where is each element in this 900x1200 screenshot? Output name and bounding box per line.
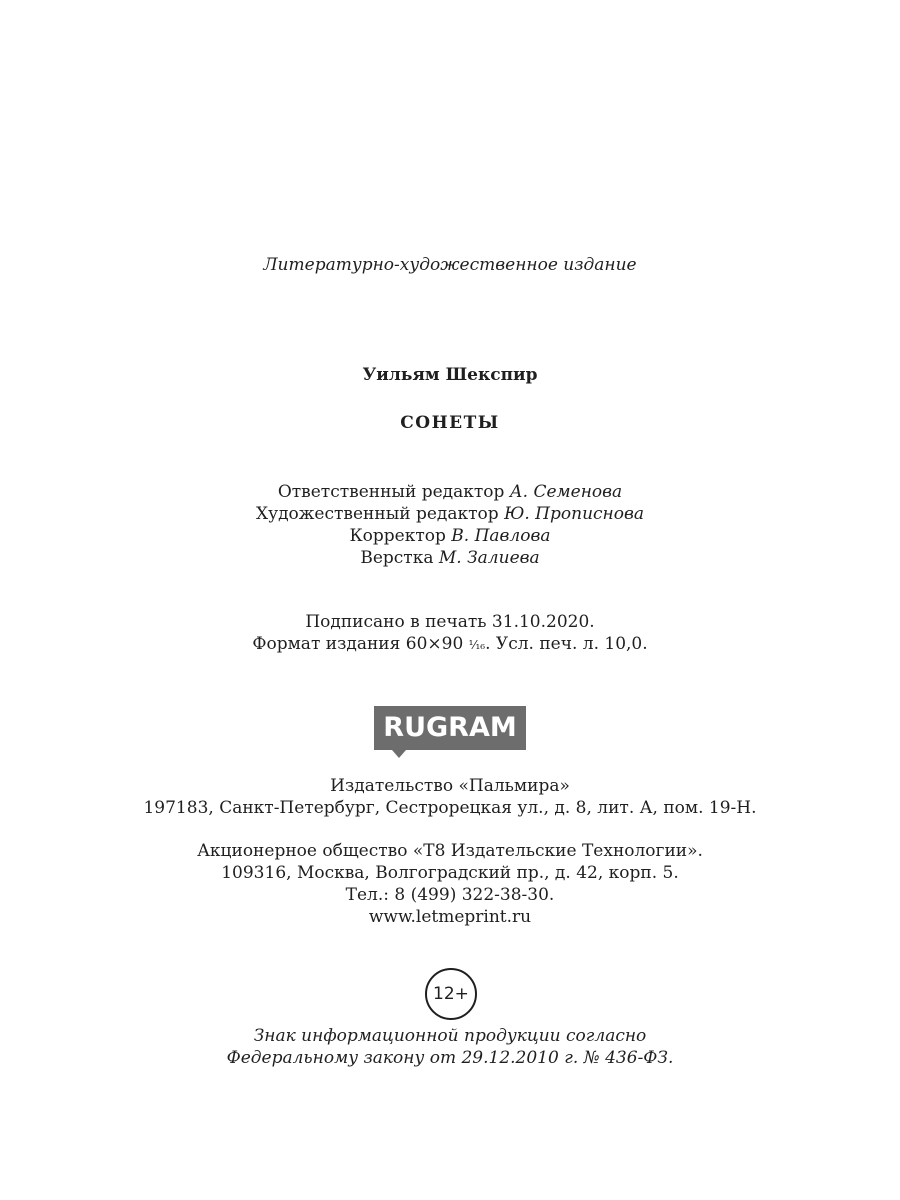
credit-person: М. Залиева xyxy=(438,548,540,568)
publisher-address: 197183, Санкт-Петербург, Сестрорецкая ул., д. 8, лит. А, пом. 19-Н. xyxy=(143,798,757,818)
credit-person: Ю. Прописнова xyxy=(504,504,644,524)
credit-role: Корректор xyxy=(349,526,446,546)
credit-role: Ответственный редактор xyxy=(277,482,505,502)
author-name: Уильям Шекспир xyxy=(362,365,538,385)
print-format-prefix: Формат издания 60×90 xyxy=(252,634,469,654)
age-rating-note-line1: Знак информационной продукции согласно xyxy=(253,1026,647,1046)
print-signed-date: Подписано в печать 31.10.2020. xyxy=(305,612,595,632)
credit-person: А. Семенова xyxy=(509,482,623,502)
credit-role: Художественный редактор xyxy=(255,504,499,524)
publisher-name: Издательство «Пальмира» xyxy=(330,776,570,796)
age-rating-badge: 12+ xyxy=(425,968,477,1020)
print-format xyxy=(0,633,900,656)
credit-line-responsible-editor xyxy=(0,481,900,503)
credit-line-layout xyxy=(0,547,900,569)
credit-person: В. Павлова xyxy=(451,526,551,546)
printer-website: www.letmeprint.ru xyxy=(368,907,532,927)
credit-role: Верстка xyxy=(360,548,434,568)
credit-line-proofreader xyxy=(0,525,900,547)
print-format-suffix: . Усл. печ. л. 10,0. xyxy=(485,634,648,654)
printer-name: Акционерное общество «Т8 Издательские Технологии». xyxy=(197,841,703,861)
credit-line-art-editor xyxy=(0,503,900,525)
printer-address: 109316, Москва, Волгоградский пр., д. 42, корп. 5. xyxy=(221,863,679,883)
book-title: СОНЕТЫ xyxy=(400,413,500,433)
rugram-logo-notch xyxy=(392,750,406,758)
printer-phone: Тел.: 8 (499) 322-38-30. xyxy=(345,885,555,905)
age-rating-note-line2: Федеральному закону от 29.12.2010 г. № 436-ФЗ. xyxy=(226,1048,674,1068)
rugram-logo: RUGRAM xyxy=(374,706,526,750)
edition-type: Литературно-художественное издание xyxy=(263,255,637,275)
print-format-fraction: ¹⁄₁₆ xyxy=(468,638,486,652)
